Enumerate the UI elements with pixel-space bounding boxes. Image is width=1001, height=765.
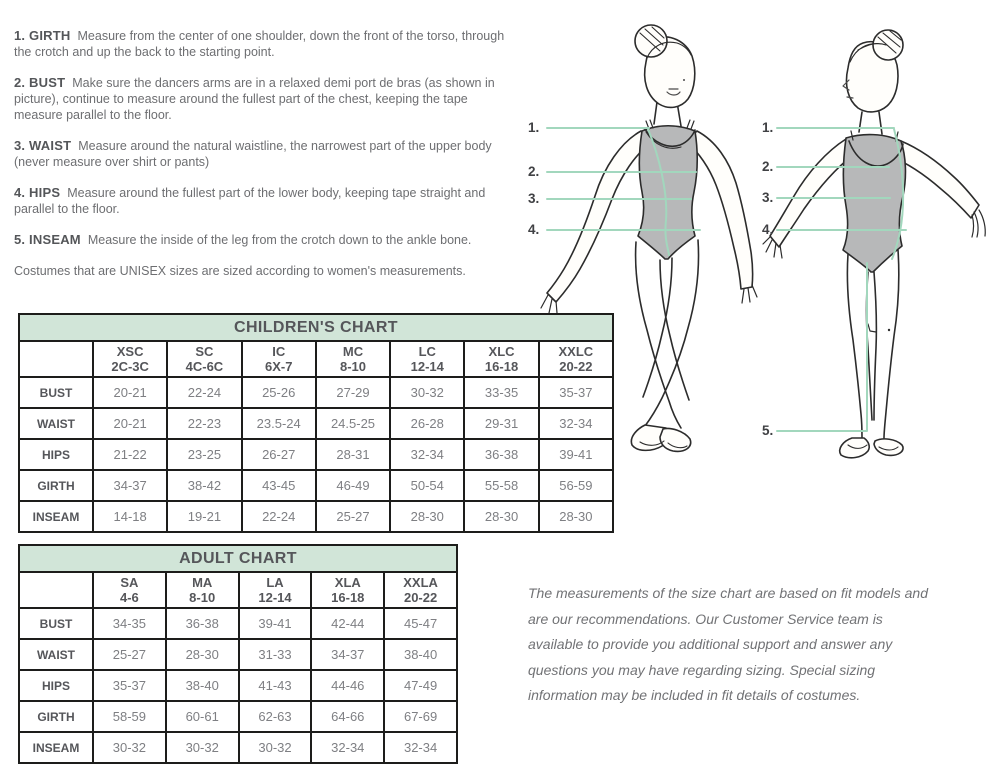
row-label: HIPS (19, 670, 93, 701)
adult-size-table (18, 544, 458, 764)
size-range-cell: 23-25 (167, 439, 241, 470)
size-range-cell: 27-29 (316, 377, 390, 408)
instruction-hips-label: 4. HIPS (14, 185, 61, 200)
size-range-cell: 36-38 (464, 439, 538, 470)
size-range-cell: 30-32 (93, 732, 166, 763)
instruction-waist-label: 3. WAIST (14, 138, 72, 153)
size-range-cell: 30-32 (239, 732, 312, 763)
size-range-cell: 38-40 (166, 670, 239, 701)
size-range-cell: 34-37 (311, 639, 384, 670)
instruction-inseam-text: Measure the inside of the leg from the crotch down to the ankle bone. (87, 233, 472, 247)
instruction-waist-text: Measure around the natural waistline, the narrowest part of the upper body (never measure over shirt or pants) (14, 139, 492, 169)
size-column-header: LC 12-14 (390, 341, 464, 377)
size-range-cell: 28-30 (539, 501, 613, 532)
size-column-header: IC 6X-7 (242, 341, 316, 377)
size-range-cell: 22-23 (167, 408, 241, 439)
back-measure-label-2: 2. (762, 159, 774, 174)
size-range-cell: 25-27 (93, 639, 166, 670)
size-range-cell: 32-34 (311, 732, 384, 763)
row-label: GIRTH (19, 701, 93, 732)
measurement-row (19, 732, 457, 763)
row-label: BUST (19, 377, 93, 408)
instruction-girth-text: Measure from the center of one shoulder, down the front of the torso, through the crotch and up the back to the starting point. (14, 29, 505, 59)
instruction-girth-label: 1. GIRTH (14, 28, 71, 43)
size-range-cell: 20-21 (93, 408, 167, 439)
row-label: BUST (19, 608, 93, 639)
size-range-cell: 30-32 (166, 732, 239, 763)
sizing-disclaimer: The measurements of the size chart are based on fit models and are our recommendations. Our Customer Service team is available to provide you additional support and answer any questions you may have regarding sizing. Special sizing information may be included in fit details of costumes. (528, 585, 928, 703)
children-table-title: CHILDREN'S CHART (19, 314, 613, 341)
corner-cell (19, 341, 93, 377)
back-measure-label-4: 4. (762, 222, 774, 237)
size-range-cell: 29-31 (464, 408, 538, 439)
measurement-row (19, 670, 457, 701)
front-measure-label-1: 1. (528, 120, 540, 135)
row-label: INSEAM (19, 501, 93, 532)
size-range-cell: 26-27 (242, 439, 316, 470)
size-range-cell: 33-35 (464, 377, 538, 408)
size-range-cell: 60-61 (166, 701, 239, 732)
size-range-cell: 67-69 (384, 701, 457, 732)
back-measure-label-1: 1. (762, 120, 774, 135)
instruction-bust-text: Make sure the dancers arms are in a relaxed demi port de bras (as shown in picture), continue to measure around the fullest part of the chest, keeping the tape measure parallel to the floor. (14, 76, 495, 122)
measurement-row (19, 470, 613, 501)
size-range-cell: 22-24 (167, 377, 241, 408)
size-range-cell: 47-49 (384, 670, 457, 701)
size-column-header: XXLC 20-22 (539, 341, 613, 377)
size-range-cell: 56-59 (539, 470, 613, 501)
size-column-header: LA 12-14 (239, 572, 312, 608)
instruction-hips (14, 185, 518, 217)
size-column-header: XLC 16-18 (464, 341, 538, 377)
size-range-cell: 31-33 (239, 639, 312, 670)
size-range-cell: 38-42 (167, 470, 241, 501)
instruction-inseam-label: 5. INSEAM (14, 232, 81, 247)
size-range-cell: 36-38 (166, 608, 239, 639)
size-range-cell: 28-30 (390, 501, 464, 532)
back-measure-label-3: 3. (762, 190, 774, 205)
size-column-header: XXLA 20-22 (384, 572, 457, 608)
measurement-row (19, 608, 457, 639)
instruction-bust-label: 2. BUST (14, 75, 66, 90)
size-range-cell: 42-44 (311, 608, 384, 639)
size-range-cell: 39-41 (539, 439, 613, 470)
size-range-cell: 25-27 (316, 501, 390, 532)
size-range-cell: 32-34 (390, 439, 464, 470)
measurement-row (19, 501, 613, 532)
size-column-header: MC 8-10 (316, 341, 390, 377)
size-range-cell: 50-54 (390, 470, 464, 501)
size-column-header: XLA 16-18 (311, 572, 384, 608)
size-range-cell: 58-59 (93, 701, 166, 732)
size-range-cell: 14-18 (93, 501, 167, 532)
size-column-header: MA 8-10 (166, 572, 239, 608)
size-range-cell: 28-31 (316, 439, 390, 470)
dancer-back-figure (763, 30, 985, 458)
size-range-cell: 26-28 (390, 408, 464, 439)
size-range-cell: 32-34 (539, 408, 613, 439)
instruction-bust (14, 75, 518, 123)
size-range-cell: 21-22 (93, 439, 167, 470)
corner-cell (19, 572, 93, 608)
row-label: WAIST (19, 408, 93, 439)
front-measure-label-4: 4. (528, 222, 540, 237)
row-label: WAIST (19, 639, 93, 670)
size-range-cell: 34-35 (93, 608, 166, 639)
back-measure-label-5: 5. (762, 423, 774, 438)
measurement-row (19, 701, 457, 732)
size-range-cell: 28-30 (166, 639, 239, 670)
measuring-instructions (14, 28, 518, 294)
size-range-cell: 32-34 (384, 732, 457, 763)
size-range-cell: 46-49 (316, 470, 390, 501)
size-column-header: SC 4C-6C (167, 341, 241, 377)
size-range-cell: 55-58 (464, 470, 538, 501)
size-range-cell: 41-43 (239, 670, 312, 701)
measurement-row (19, 377, 613, 408)
adult-table-column-headers (19, 572, 457, 608)
size-range-cell: 39-41 (239, 608, 312, 639)
size-range-cell: 20-21 (93, 377, 167, 408)
front-measure-label-2: 2. (528, 164, 540, 179)
size-range-cell: 24.5-25 (316, 408, 390, 439)
size-range-cell: 23.5-24 (242, 408, 316, 439)
size-column-header: XSC 2C-3C (93, 341, 167, 377)
size-range-cell: 35-37 (93, 670, 166, 701)
size-range-cell: 45-47 (384, 608, 457, 639)
instruction-inseam (14, 232, 518, 248)
measurement-row (19, 408, 613, 439)
instruction-hips-text: Measure around the fullest part of the lower body, keeping tape straight and parallel to the floor. (14, 186, 486, 216)
measurement-row (19, 439, 613, 470)
size-range-cell: 34-37 (93, 470, 167, 501)
size-range-cell: 28-30 (464, 501, 538, 532)
size-range-cell: 64-66 (311, 701, 384, 732)
front-measure-label-3: 3. (528, 191, 540, 206)
row-label: HIPS (19, 439, 93, 470)
size-range-cell: 35-37 (539, 377, 613, 408)
unisex-note: Costumes that are UNISEX sizes are sized according to women's measurements. (14, 264, 466, 278)
size-range-cell: 19-21 (167, 501, 241, 532)
measurement-row (19, 639, 457, 670)
size-range-cell: 25-26 (242, 377, 316, 408)
adult-table-title: ADULT CHART (19, 545, 457, 572)
size-range-cell: 43-45 (242, 470, 316, 501)
size-range-cell: 44-46 (311, 670, 384, 701)
children-table-column-headers (19, 341, 613, 377)
size-range-cell: 62-63 (239, 701, 312, 732)
children-size-table (18, 313, 614, 533)
size-range-cell: 30-32 (390, 377, 464, 408)
size-range-cell: 22-24 (242, 501, 316, 532)
instruction-girth (14, 28, 518, 60)
size-range-cell: 38-40 (384, 639, 457, 670)
instruction-waist (14, 138, 518, 170)
size-column-header: SA 4-6 (93, 572, 166, 608)
row-label: GIRTH (19, 470, 93, 501)
row-label: INSEAM (19, 732, 93, 763)
